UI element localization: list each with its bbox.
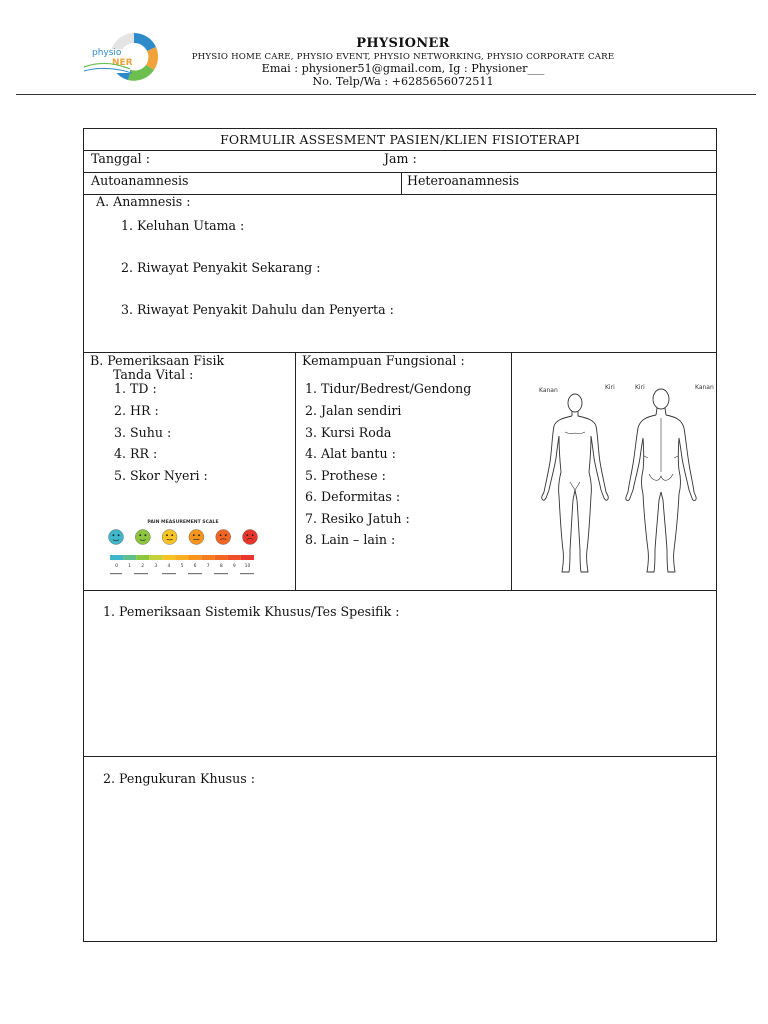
fungsional-item-4[interactable]: 4. Alat bantu :: [305, 446, 396, 461]
pain-scale-segment: [189, 555, 202, 560]
fungsional-item-6[interactable]: 6. Deformitas :: [305, 489, 401, 504]
date-label[interactable]: Tanggal :: [91, 151, 150, 166]
heteroanamnesis-label[interactable]: Heteroanamnesis: [407, 173, 520, 188]
column-divider: [511, 352, 512, 590]
pain-face-icon: [243, 530, 258, 545]
pain-scale-number: 7: [206, 564, 210, 569]
time-label[interactable]: Jam :: [384, 151, 417, 166]
front-right-side-label: Kanan: [539, 387, 558, 394]
keluhan-utama-field[interactable]: 1. Keluhan Utama :: [121, 218, 245, 233]
pain-scale-segment: [241, 555, 254, 560]
pemeriksaan-sistemik-field[interactable]: 1. Pemeriksaan Sistemik Khusus/Tes Spesifik :: [103, 604, 400, 619]
pain-face-icon: [216, 530, 231, 545]
tanda-vital-heading: Tanda Vital :: [113, 367, 194, 382]
pain-scale-segment: [202, 555, 215, 560]
front-body-figure: [542, 394, 608, 572]
pain-scale-number: 3: [154, 564, 158, 569]
logo-text-bottom: NER: [112, 58, 133, 68]
pemeriksaan-fisik-heading: B. Pemeriksaan Fisik: [90, 353, 225, 368]
pain-face-icon: [162, 530, 177, 545]
clinic-services: PHYSIO HOME CARE, PHYSIO EVENT, PHYSIO NETWORKING, PHYSIO CORPORATE CARE: [191, 52, 615, 62]
pain-face-icon: [135, 530, 150, 545]
vital-hr-field[interactable]: 2. HR :: [114, 403, 159, 418]
clinic-phone: No. Telp/Wa : +6285656072511: [312, 75, 494, 88]
back-right-side-label: Kanan: [695, 384, 714, 391]
pain-scale-number: 5: [180, 564, 184, 569]
fungsional-item-1[interactable]: 1. Tidur/Bedrest/Gendong: [305, 381, 472, 396]
form-title: FORMULIR ASSESMENT PASIEN/KLIEN FISIOTERAPI: [220, 132, 580, 147]
riwayat-dahulu-field[interactable]: 3. Riwayat Penyakit Dahulu dan Penyerta :: [121, 302, 394, 317]
front-left-side-label: Kiri: [605, 384, 615, 391]
pain-scale-number: 8: [219, 564, 223, 569]
autoanamnesis-label[interactable]: Autoanamnesis: [91, 173, 189, 188]
logo-text-top: physio: [92, 48, 122, 58]
header-divider: [16, 94, 756, 95]
back-body-figure: [626, 389, 696, 572]
pain-scale-segment: [123, 555, 136, 560]
pain-scale-segment: [175, 555, 188, 560]
pain-scale-segment: [215, 555, 228, 560]
pain-scale-segment: [162, 555, 175, 560]
fungsional-item-7[interactable]: 7. Resiko Jatuh :: [305, 511, 410, 526]
vital-td-field[interactable]: 1. TD :: [114, 381, 157, 396]
column-divider: [401, 172, 402, 194]
pain-scale-number: 0: [115, 564, 118, 569]
pain-scale-number: 4: [167, 564, 171, 569]
fungsional-item-2[interactable]: 2. Jalan sendiri: [305, 403, 402, 418]
riwayat-sekarang-field[interactable]: 2. Riwayat Penyakit Sekarang :: [121, 260, 321, 275]
pengukuran-khusus-field[interactable]: 2. Pengukuran Khusus :: [103, 771, 255, 786]
kemampuan-fungsional-heading: Kemampuan Fungsional :: [302, 353, 465, 368]
pain-scale-number: 10: [244, 564, 251, 569]
pain-scale-segment: [149, 555, 162, 560]
pain-scale-segment: [228, 555, 241, 560]
fungsional-item-3[interactable]: 3. Kursi Roda: [305, 425, 392, 440]
pain-scale-number: 2: [141, 564, 145, 569]
pain-scale-segment: [136, 555, 149, 560]
pain-scale-title: PAIN MEASUREMENT SCALE: [147, 520, 219, 525]
body-chart: [513, 354, 717, 576]
assessment-form: [83, 128, 717, 942]
pain-scale-segment: [110, 555, 123, 560]
back-left-side-label: Kiri: [635, 384, 645, 391]
logo-ring-blue: [134, 33, 156, 51]
fungsional-item-5[interactable]: 5. Prothese :: [305, 468, 386, 483]
fungsional-item-8[interactable]: 8. Lain – lain :: [305, 532, 396, 547]
pain-measurement-scale: [108, 515, 258, 579]
vital-suhu-field[interactable]: 3. Suhu :: [114, 425, 172, 440]
pain-scale-number: 1: [128, 564, 132, 569]
vital-rr-field[interactable]: 4. RR :: [114, 446, 158, 461]
clinic-name: PHYSIONER: [356, 36, 450, 51]
pain-scale-number: 9: [232, 564, 236, 569]
pain-scale-number: 6: [193, 564, 197, 569]
clinic-email: Emai : physioner51@gmail.com, Ig : Physioner___: [261, 62, 545, 75]
vital-skor-nyeri-field[interactable]: 5. Skor Nyeri :: [114, 468, 208, 483]
anamnesis-heading: A. Anamnesis :: [96, 194, 191, 209]
physioner-logo: [80, 31, 162, 83]
row-divider: [84, 756, 716, 757]
row-divider: [84, 590, 716, 591]
pain-face-icon: [109, 530, 124, 545]
pain-face-icon: [189, 530, 204, 545]
column-divider: [295, 352, 296, 590]
